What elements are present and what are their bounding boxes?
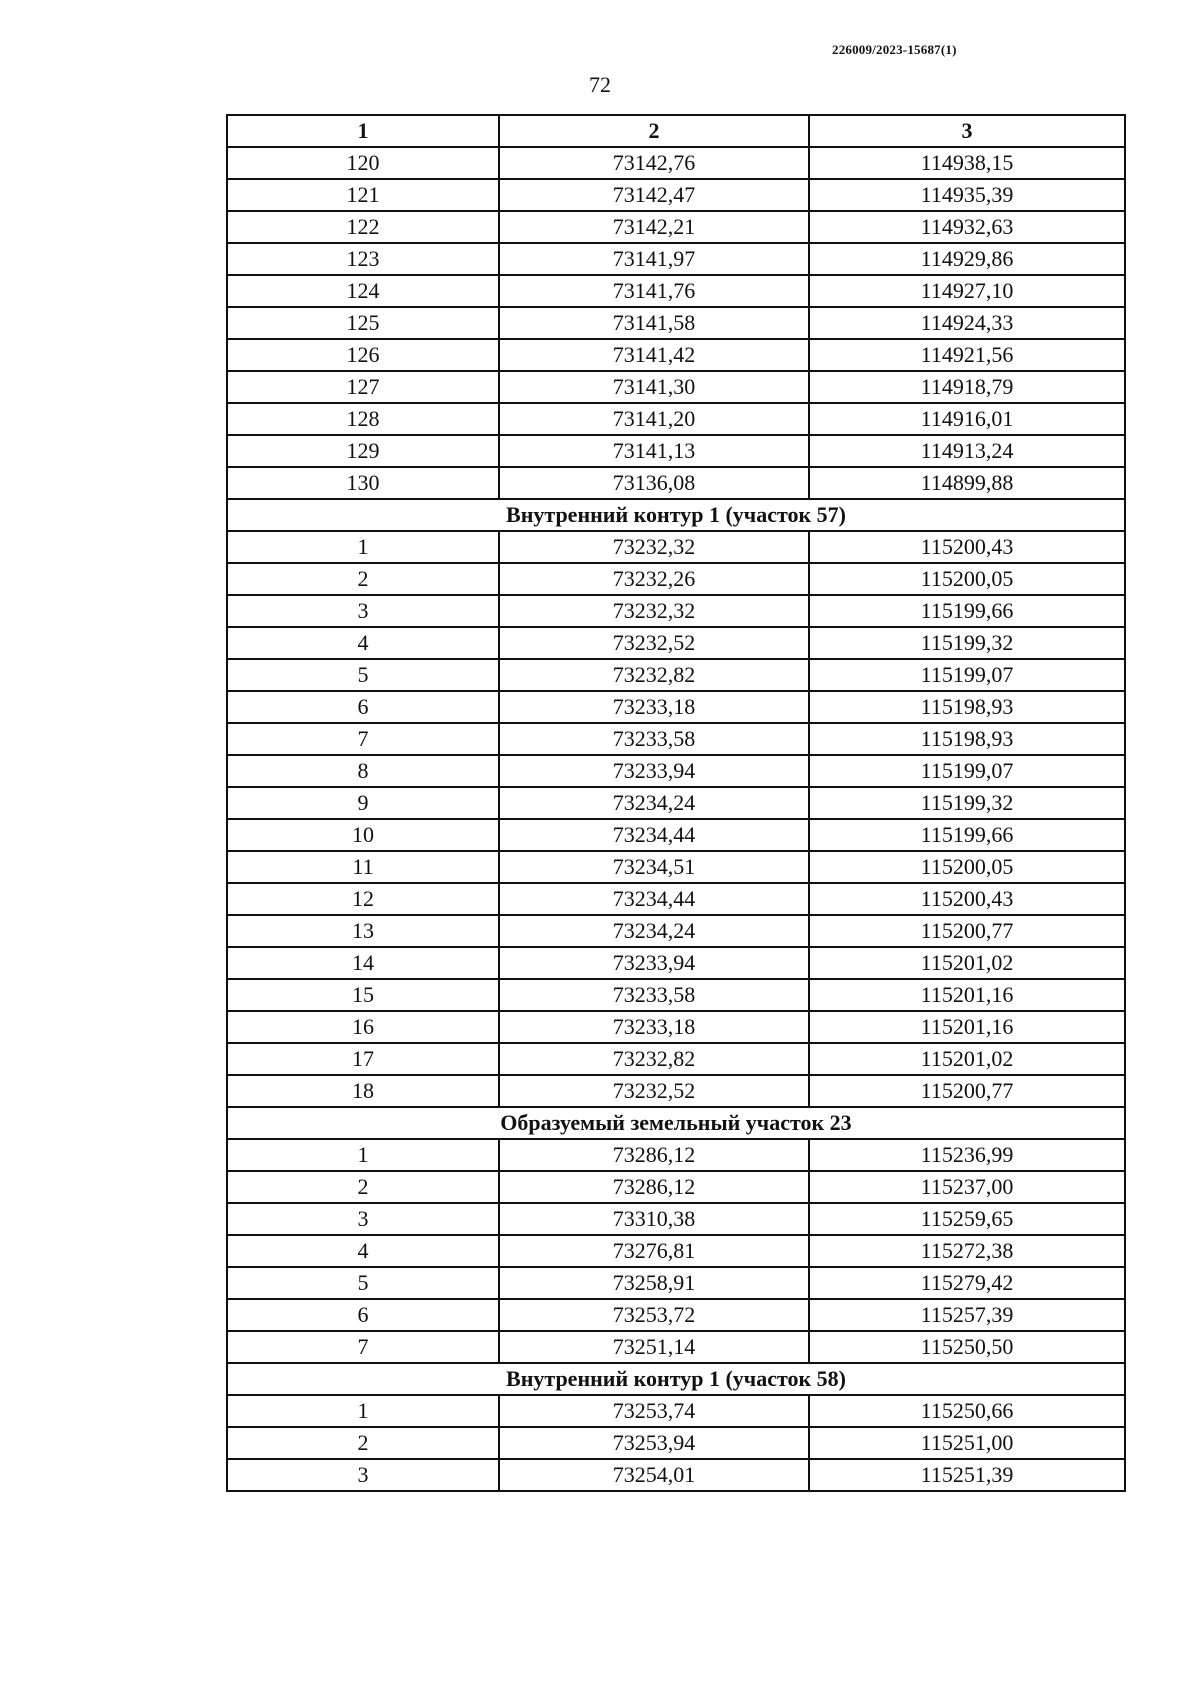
y-coordinate-cell: 115199,32: [809, 627, 1125, 659]
column-header: 1: [227, 115, 499, 147]
y-coordinate-cell: 115272,38: [809, 1235, 1125, 1267]
table-row: [227, 1171, 1125, 1203]
table-row: [227, 243, 1125, 275]
point-number-cell: 7: [227, 723, 499, 755]
y-coordinate-cell: 115199,66: [809, 595, 1125, 627]
table-row: [227, 691, 1125, 723]
x-coordinate-cell: 73232,52: [499, 627, 809, 659]
x-coordinate-cell: 73276,81: [499, 1235, 809, 1267]
point-number-cell: 6: [227, 1299, 499, 1331]
y-coordinate-cell: 114932,63: [809, 211, 1125, 243]
y-coordinate-cell: 115200,43: [809, 531, 1125, 563]
table-row: [227, 979, 1125, 1011]
table-row: [227, 1075, 1125, 1107]
table-row: [227, 307, 1125, 339]
document-id: 226009/2023-15687(1): [832, 42, 957, 57]
table-row: [227, 1203, 1125, 1235]
x-coordinate-cell: 73310,38: [499, 1203, 809, 1235]
point-number-cell: 1: [227, 531, 499, 563]
point-number-cell: 18: [227, 1075, 499, 1107]
x-coordinate-cell: 73233,58: [499, 723, 809, 755]
point-number-cell: 16: [227, 1011, 499, 1043]
x-coordinate-cell: 73258,91: [499, 1267, 809, 1299]
coordinates-table: [226, 114, 1126, 1492]
table-row: [227, 1331, 1125, 1363]
column-header: 2: [499, 115, 809, 147]
x-coordinate-cell: 73233,94: [499, 755, 809, 787]
column-header: 3: [809, 115, 1125, 147]
table-row: [227, 211, 1125, 243]
point-number-cell: 129: [227, 435, 499, 467]
y-coordinate-cell: 115200,05: [809, 851, 1125, 883]
table-row: [227, 1427, 1125, 1459]
x-coordinate-cell: 73141,13: [499, 435, 809, 467]
x-coordinate-cell: 73232,32: [499, 531, 809, 563]
point-number-cell: 17: [227, 1043, 499, 1075]
table-row: [227, 1235, 1125, 1267]
point-number-cell: 2: [227, 1171, 499, 1203]
y-coordinate-cell: 115279,42: [809, 1267, 1125, 1299]
x-coordinate-cell: 73234,51: [499, 851, 809, 883]
table-row: [227, 147, 1125, 179]
point-number-cell: 124: [227, 275, 499, 307]
y-coordinate-cell: 115251,39: [809, 1459, 1125, 1491]
page-number: 72: [589, 72, 611, 97]
point-number-cell: 14: [227, 947, 499, 979]
table-row: [227, 1395, 1125, 1427]
x-coordinate-cell: 73232,82: [499, 659, 809, 691]
x-coordinate-cell: 73232,52: [499, 1075, 809, 1107]
table-row: [227, 595, 1125, 627]
y-coordinate-cell: 114924,33: [809, 307, 1125, 339]
point-number-cell: 6: [227, 691, 499, 723]
x-coordinate-cell: 73141,42: [499, 339, 809, 371]
y-coordinate-cell: 114927,10: [809, 275, 1125, 307]
table-row: [227, 563, 1125, 595]
y-coordinate-cell: 114921,56: [809, 339, 1125, 371]
point-number-cell: 5: [227, 1267, 499, 1299]
y-coordinate-cell: 115200,77: [809, 1075, 1125, 1107]
x-coordinate-cell: 73142,21: [499, 211, 809, 243]
table-row: [227, 371, 1125, 403]
y-coordinate-cell: 114938,15: [809, 147, 1125, 179]
table-row: [227, 851, 1125, 883]
point-number-cell: 1: [227, 1395, 499, 1427]
point-number-cell: 10: [227, 819, 499, 851]
table-row: [227, 403, 1125, 435]
table-row: [227, 1459, 1125, 1491]
table-row: [227, 275, 1125, 307]
y-coordinate-cell: 115198,93: [809, 723, 1125, 755]
point-number-cell: 3: [227, 1203, 499, 1235]
table-row: [227, 915, 1125, 947]
x-coordinate-cell: 73234,24: [499, 915, 809, 947]
table-body: [227, 147, 1125, 1491]
x-coordinate-cell: 73141,76: [499, 275, 809, 307]
x-coordinate-cell: 73232,82: [499, 1043, 809, 1075]
x-coordinate-cell: 73253,74: [499, 1395, 809, 1427]
point-number-cell: 4: [227, 627, 499, 659]
point-number-cell: 4: [227, 1235, 499, 1267]
point-number-cell: 7: [227, 1331, 499, 1363]
x-coordinate-cell: 73233,94: [499, 947, 809, 979]
table-row: [227, 531, 1125, 563]
table-row: [227, 883, 1125, 915]
x-coordinate-cell: 73251,14: [499, 1331, 809, 1363]
y-coordinate-cell: 114918,79: [809, 371, 1125, 403]
y-coordinate-cell: 115199,07: [809, 755, 1125, 787]
section-title: Образуемый земельный участок 23: [227, 1107, 1125, 1139]
y-coordinate-cell: 115257,39: [809, 1299, 1125, 1331]
point-number-cell: 13: [227, 915, 499, 947]
point-number-cell: 127: [227, 371, 499, 403]
y-coordinate-cell: 114899,88: [809, 467, 1125, 499]
y-coordinate-cell: 115199,66: [809, 819, 1125, 851]
x-coordinate-cell: 73286,12: [499, 1171, 809, 1203]
table-row: [227, 659, 1125, 691]
section-row: [227, 1107, 1125, 1139]
point-number-cell: 122: [227, 211, 499, 243]
table-row: [227, 467, 1125, 499]
x-coordinate-cell: 73234,44: [499, 819, 809, 851]
y-coordinate-cell: 115201,16: [809, 1011, 1125, 1043]
point-number-cell: 123: [227, 243, 499, 275]
y-coordinate-cell: 115259,65: [809, 1203, 1125, 1235]
y-coordinate-cell: 115250,66: [809, 1395, 1125, 1427]
x-coordinate-cell: 73286,12: [499, 1139, 809, 1171]
y-coordinate-cell: 115201,16: [809, 979, 1125, 1011]
table-row: [227, 755, 1125, 787]
table-row: [227, 435, 1125, 467]
y-coordinate-cell: 115236,99: [809, 1139, 1125, 1171]
y-coordinate-cell: 115201,02: [809, 1043, 1125, 1075]
y-coordinate-cell: 114916,01: [809, 403, 1125, 435]
section-row: [227, 499, 1125, 531]
x-coordinate-cell: 73233,18: [499, 1011, 809, 1043]
table-row: [227, 627, 1125, 659]
section-title: Внутренний контур 1 (участок 57): [227, 499, 1125, 531]
section-title: Внутренний контур 1 (участок 58): [227, 1363, 1125, 1395]
x-coordinate-cell: 73141,20: [499, 403, 809, 435]
point-number-cell: 12: [227, 883, 499, 915]
y-coordinate-cell: 115198,93: [809, 691, 1125, 723]
x-coordinate-cell: 73253,72: [499, 1299, 809, 1331]
point-number-cell: 128: [227, 403, 499, 435]
table-row: [227, 947, 1125, 979]
point-number-cell: 8: [227, 755, 499, 787]
point-number-cell: 130: [227, 467, 499, 499]
point-number-cell: 15: [227, 979, 499, 1011]
table-row: [227, 819, 1125, 851]
point-number-cell: 5: [227, 659, 499, 691]
point-number-cell: 125: [227, 307, 499, 339]
x-coordinate-cell: 73232,26: [499, 563, 809, 595]
table-header-row: [227, 115, 1125, 147]
x-coordinate-cell: 73141,58: [499, 307, 809, 339]
point-number-cell: 120: [227, 147, 499, 179]
y-coordinate-cell: 115250,50: [809, 1331, 1125, 1363]
table-row: [227, 787, 1125, 819]
x-coordinate-cell: 73233,58: [499, 979, 809, 1011]
point-number-cell: 2: [227, 1427, 499, 1459]
table-row: [227, 1139, 1125, 1171]
y-coordinate-cell: 114929,86: [809, 243, 1125, 275]
point-number-cell: 1: [227, 1139, 499, 1171]
point-number-cell: 121: [227, 179, 499, 211]
table-row: [227, 1011, 1125, 1043]
y-coordinate-cell: 114935,39: [809, 179, 1125, 211]
x-coordinate-cell: 73136,08: [499, 467, 809, 499]
x-coordinate-cell: 73142,47: [499, 179, 809, 211]
y-coordinate-cell: 115200,43: [809, 883, 1125, 915]
section-row: [227, 1363, 1125, 1395]
table-row: [227, 339, 1125, 371]
x-coordinate-cell: 73141,30: [499, 371, 809, 403]
y-coordinate-cell: 115200,05: [809, 563, 1125, 595]
point-number-cell: 11: [227, 851, 499, 883]
x-coordinate-cell: 73254,01: [499, 1459, 809, 1491]
y-coordinate-cell: 115237,00: [809, 1171, 1125, 1203]
y-coordinate-cell: 115199,07: [809, 659, 1125, 691]
y-coordinate-cell: 115199,32: [809, 787, 1125, 819]
y-coordinate-cell: 115200,77: [809, 915, 1125, 947]
table-row: [227, 1043, 1125, 1075]
x-coordinate-cell: 73234,24: [499, 787, 809, 819]
point-number-cell: 3: [227, 1459, 499, 1491]
table-row: [227, 1267, 1125, 1299]
x-coordinate-cell: 73142,76: [499, 147, 809, 179]
point-number-cell: 2: [227, 563, 499, 595]
x-coordinate-cell: 73232,32: [499, 595, 809, 627]
table-row: [227, 723, 1125, 755]
x-coordinate-cell: 73141,97: [499, 243, 809, 275]
x-coordinate-cell: 73253,94: [499, 1427, 809, 1459]
point-number-cell: 126: [227, 339, 499, 371]
x-coordinate-cell: 73234,44: [499, 883, 809, 915]
point-number-cell: 3: [227, 595, 499, 627]
point-number-cell: 9: [227, 787, 499, 819]
y-coordinate-cell: 115251,00: [809, 1427, 1125, 1459]
x-coordinate-cell: 73233,18: [499, 691, 809, 723]
y-coordinate-cell: 114913,24: [809, 435, 1125, 467]
y-coordinate-cell: 115201,02: [809, 947, 1125, 979]
table-row: [227, 1299, 1125, 1331]
table-row: [227, 179, 1125, 211]
